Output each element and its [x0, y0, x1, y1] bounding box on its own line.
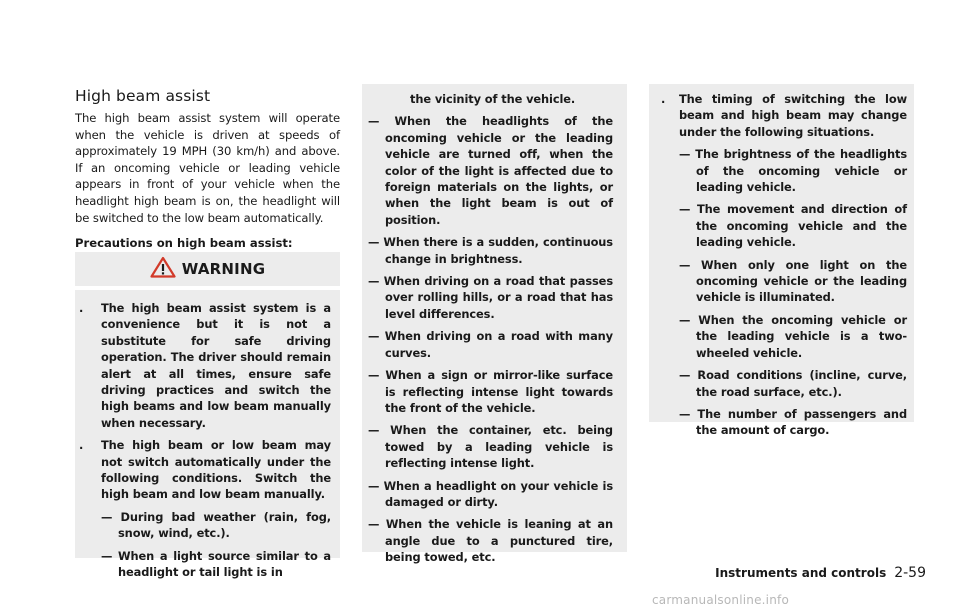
- warning-body-2: [368, 91, 613, 572]
- condition-continuation: the vicinity of the vehicle.: [410, 92, 576, 106]
- condition-list: [101, 509, 331, 581]
- warning-body-1: [75, 300, 331, 587]
- page-footer: [708, 565, 926, 581]
- condition-item: — When the container, etc. being towed by a leading vehicle is reflecting intense light.: [368, 423, 613, 471]
- condition-item: — When there is a sudden, continuous change in brightness.: [368, 235, 613, 266]
- footer-section-name: Instruments and controls: [715, 566, 887, 580]
- precautions-heading: Precautions on high beam assist:: [75, 236, 293, 251]
- condition-item: — The brightness of the headlights of the oncoming vehicle or leading vehicle.: [679, 147, 907, 195]
- condition-item: — When the headlights of the oncoming vehicle or the leading vehicle are turned off, when the color of the light is affected due to foreign materials on the lights, or when the light beam is out of position.: [368, 114, 613, 227]
- condition-list: [679, 146, 907, 439]
- condition-item: — When driving on a road with many curves.: [368, 329, 613, 360]
- bullet-dot: .: [79, 301, 84, 315]
- condition-item: — When a light source similar to a headlight or tail light is in: [101, 548, 331, 580]
- warning-bullet-text: The high beam assist system is a convenience but it is not a substitute for safe driving operation. The driver should remain alert at all times, ensure safe driving practices and switch the high beams and low beam manually when necessary.: [101, 301, 331, 430]
- warning-bullet: [649, 91, 907, 140]
- condition-item: — The movement and direction of the oncoming vehicle and the leading vehicle.: [679, 202, 907, 250]
- condition-item: — The number of passengers and the amount of cargo.: [679, 406, 907, 438]
- condition-item: — When the oncoming vehicle or the leading vehicle is a two-wheeled vehicle.: [679, 312, 907, 360]
- watermark: carmanualsonline.info: [652, 593, 789, 607]
- condition-item: — Road conditions (incline, curve, the road surface, etc.).: [679, 368, 907, 399]
- intro-paragraph: The high beam assist system will operate when the vehicle is driven at speeds of approximately 19 MPH (30 km/h) and above. If an oncoming vehicle or leading vehicle appears in front of your vehicle when the headlight high beam is on, the headlight will be switched to the low beam automatically.: [75, 111, 340, 225]
- condition-item: — During bad weather (rain, fog, snow, wind, etc.).: [101, 509, 331, 541]
- page-number: 2-59: [894, 565, 926, 581]
- warning-bullet-text: The high beam or low beam may not switch automatically under the following conditions. Switch the high beam and low beam manually.: [101, 438, 331, 502]
- warning-body-3: [649, 91, 907, 445]
- bullet-dot: .: [79, 438, 84, 453]
- warning-bullet: [75, 300, 331, 431]
- condition-item: — When a headlight on your vehicle is damaged or dirty.: [368, 478, 613, 509]
- warning-triangle-icon: [150, 256, 176, 282]
- bullet-dot: .: [661, 92, 666, 106]
- warning-title: WARNING: [181, 260, 266, 278]
- condition-item: — When only one light on the oncoming vehicle or the leading vehicle is illuminated.: [679, 257, 907, 305]
- condition-item: — When driving on a road that passes over rolling hills, or a road that has level differences.: [368, 274, 613, 321]
- warning-bullet: [75, 437, 331, 503]
- warning-bullet-text: The timing of switching the low beam and high beam may change under the following situations.: [679, 92, 907, 139]
- column-1: [75, 87, 340, 250]
- section-title: High beam assist: [75, 87, 211, 105]
- condition-item: — When a sign or mirror-like surface is reflecting intense light towards the front of the vehicle.: [368, 368, 613, 415]
- condition-item: — When the vehicle is leaning at an angle due to a punctured tire, being towed, etc.: [368, 517, 613, 565]
- warning-header: [75, 252, 340, 286]
